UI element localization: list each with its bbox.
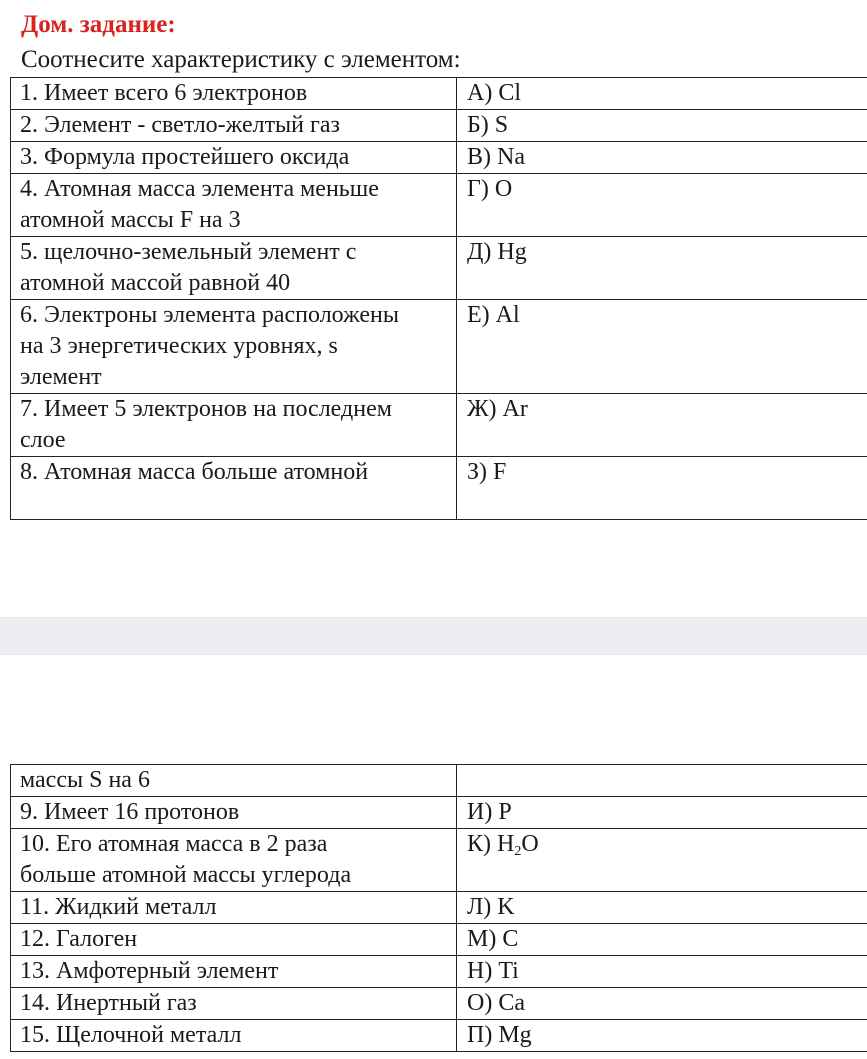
characteristic-line: слое: [20, 427, 66, 453]
characteristic-cell: [11, 765, 457, 797]
element-option-cell: [457, 988, 867, 1020]
table-row: [11, 457, 867, 520]
characteristic-line: 3. Формула простейшего оксида: [20, 144, 350, 170]
table-row: [11, 142, 867, 174]
element-option: М) C: [467, 926, 519, 952]
characteristic-line: 14. Инертный газ: [20, 990, 197, 1016]
table-row: [11, 300, 867, 394]
characteristic-cell: [11, 892, 457, 924]
characteristic-line: 2. Элемент - светло-желтый газ: [20, 112, 341, 138]
element-option-cell: [457, 956, 867, 988]
element-option-cell: [457, 142, 867, 174]
characteristic-cell: [11, 237, 457, 300]
table-row: [11, 110, 867, 142]
characteristic-line: 6. Электроны элемента расположены: [20, 302, 399, 328]
characteristic-line: 15. Щелочной металл: [20, 1022, 242, 1048]
element-option-cell: [457, 300, 867, 394]
subscript: 2: [514, 844, 522, 859]
characteristic-cell: [11, 924, 457, 956]
characteristic-cell: [11, 988, 457, 1020]
element-option-cell: [457, 110, 867, 142]
characteristic-line: на 3 энергетических уровнях, s: [20, 333, 338, 359]
characteristic-cell: [11, 457, 457, 520]
characteristic-line: 12. Галоген: [20, 926, 138, 952]
table-row: [11, 174, 867, 237]
element-option-cell: [457, 237, 867, 300]
characteristic-cell: [11, 142, 457, 174]
element-option-cell: [457, 924, 867, 956]
characteristic-line: [20, 488, 456, 519]
characteristic-line: больше атомной массы углерода: [20, 862, 352, 888]
characteristic-cell: [11, 174, 457, 237]
characteristic-cell: [11, 1020, 457, 1052]
element-option: О) Ca: [467, 990, 525, 1016]
homework-heading: Дом. задание:: [21, 11, 176, 38]
characteristic-cell: [11, 300, 457, 394]
element-option: А) Cl: [467, 80, 521, 106]
characteristic-line: 13. Амфотерный элемент: [20, 958, 279, 984]
characteristic-cell: [11, 394, 457, 457]
characteristic-line: 5. щелочно-земельный элемент с: [20, 239, 357, 265]
element-option: [467, 767, 473, 793]
characteristic-line: атомной массы F на 3: [20, 207, 241, 233]
element-option-cell: [457, 174, 867, 237]
element-option-cell: [457, 765, 867, 797]
table-row: [11, 78, 867, 110]
element-option-cell: [457, 78, 867, 110]
page-separator: [0, 617, 867, 655]
table-row: [11, 394, 867, 457]
element-option: П) Mg: [467, 1022, 532, 1048]
characteristic-line: элемент: [20, 364, 102, 390]
characteristic-cell: [11, 956, 457, 988]
matching-table-page-1: [10, 77, 867, 520]
characteristic-line: 7. Имеет 5 электронов на последнем: [20, 396, 392, 422]
characteristic-cell: [11, 797, 457, 829]
matching-table-page-2: [10, 764, 867, 1052]
table-row: [11, 924, 867, 956]
element-option: Д) Hg: [467, 239, 527, 265]
element-option-cell: [457, 394, 867, 457]
characteristic-line: атомной массой равной 40: [20, 270, 291, 296]
table-row: [11, 1020, 867, 1052]
element-option-cell: [457, 1020, 867, 1052]
characteristic-line: 8. Атомная масса больше атомной: [20, 459, 369, 485]
characteristic-line: 10. Его атомная масса в 2 раза: [20, 831, 328, 857]
characteristic-line: 9. Имеет 16 протонов: [20, 799, 240, 825]
characteristic-cell: [11, 110, 457, 142]
characteristic-line: 4. Атомная масса элемента меньше: [20, 176, 379, 202]
table-row: [11, 797, 867, 829]
table-row: [11, 988, 867, 1020]
table-row: [11, 829, 867, 892]
table-row: [11, 765, 867, 797]
element-option: З) F: [467, 459, 507, 485]
element-option-cell: [457, 892, 867, 924]
table-row: [11, 956, 867, 988]
element-option-cell: [457, 797, 867, 829]
element-option: В) Na: [467, 144, 525, 170]
characteristic-cell: [11, 829, 457, 892]
characteristic-line: массы S на 6: [20, 767, 150, 793]
element-option: Л) K: [467, 894, 515, 920]
characteristic-line: 11. Жидкий металл: [20, 894, 217, 920]
table-row: [11, 892, 867, 924]
element-option-cell: [457, 829, 867, 892]
element-option: Г) O: [467, 176, 513, 202]
element-option-tail: O: [521, 831, 539, 857]
element-option: Б) S: [467, 112, 509, 138]
instruction-text: Соотнесите характеристику с элементом:: [21, 46, 461, 73]
element-option: Е) Al: [467, 302, 520, 328]
characteristic-line: 1. Имеет всего 6 электронов: [20, 80, 308, 106]
element-option: Н) Ti: [467, 958, 519, 984]
element-option-cell: [457, 457, 867, 520]
element-option: К) H: [467, 831, 515, 857]
element-option: И) P: [467, 799, 512, 825]
table-row: [11, 237, 867, 300]
element-option: Ж) Ar: [467, 396, 528, 422]
characteristic-cell: [11, 78, 457, 110]
